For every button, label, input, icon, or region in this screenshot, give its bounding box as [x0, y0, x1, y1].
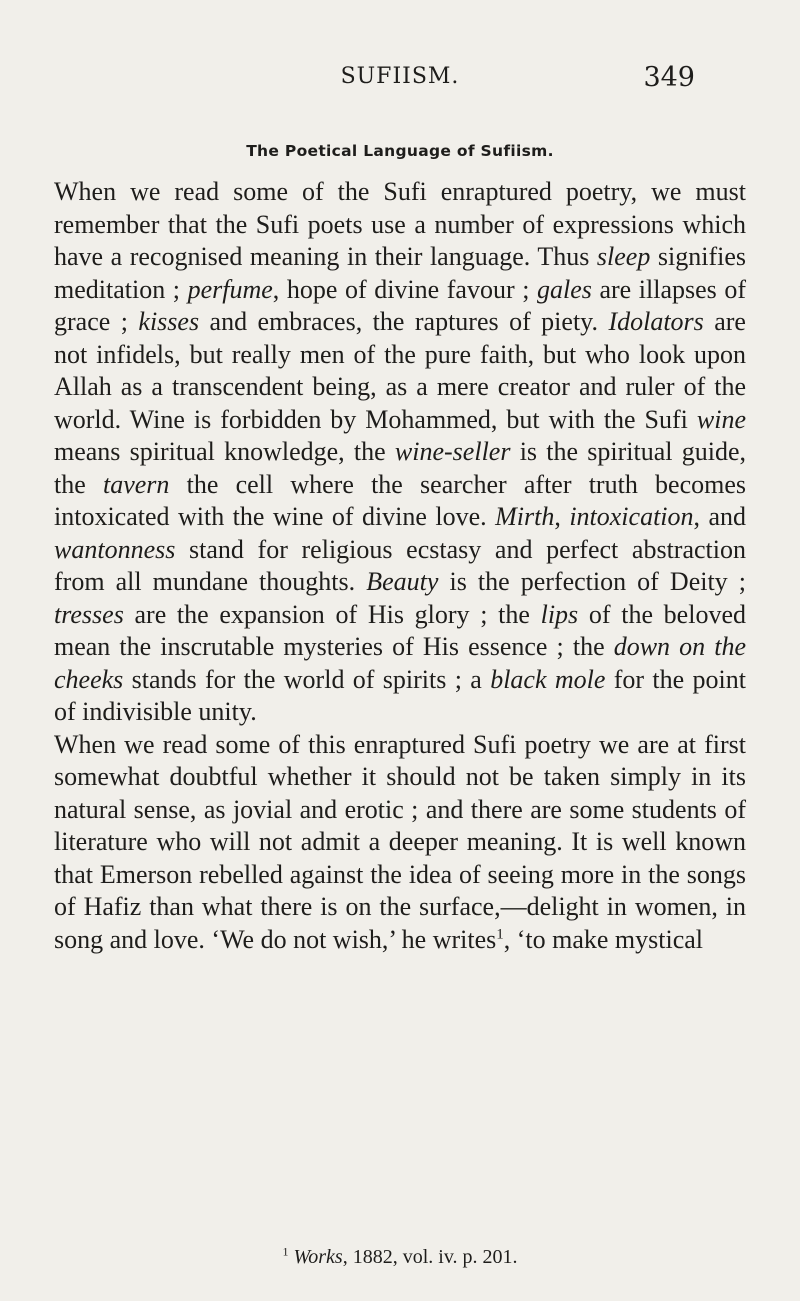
term-perfume: perfume: [187, 274, 273, 304]
term-tresses: tresses: [54, 599, 124, 629]
paragraph: [54, 729, 746, 957]
term-idolators: Idolators: [608, 307, 704, 336]
text-run: of the beloved mean the inscrutable mysteries of His essence ; the: [54, 599, 746, 661]
text-run: signifies meditation ;: [54, 242, 746, 304]
term-kisses: kisses: [138, 307, 200, 336]
footnote: [0, 1246, 800, 1269]
text-run: are illapses of grace ;: [54, 274, 747, 336]
text-run: means spiritual knowledge, the: [54, 437, 395, 466]
text-run: , and: [693, 502, 747, 531]
term-wantonness: wantonness: [54, 534, 176, 564]
term-beauty: Beauty: [366, 567, 439, 596]
footnote-citation: , 1882, vol. iv. p. 201.: [342, 1246, 518, 1268]
text-run: the cell where the searcher after truth becomes intoxicated with the wine of divine love.: [54, 469, 746, 531]
running-title: SUFIISM.: [340, 64, 460, 89]
term-intoxication: intoxication: [569, 502, 694, 531]
term-mirth: Mirth: [495, 502, 555, 531]
page-number: 349: [643, 62, 695, 93]
term-gales: gales: [537, 274, 592, 304]
text-run: are not infidels, but really men of the pure faith, but who look upon Allah as a transcendent being, as a mere creator and ruler of the world. Wine is forbidden by Mohammed, but with the Sufi: [54, 307, 746, 434]
term-tavern: tavern: [102, 469, 170, 499]
text-run: ,: [554, 502, 570, 531]
text-run: is the perfection of Deity ;: [438, 567, 746, 596]
text-run: When we read some of the Sufi enraptured poetry, we must remember that the Sufi poets use a number of expressions which have a recognised meaning in their language. Thus: [54, 177, 746, 271]
term-sleep: sleep: [596, 242, 651, 271]
term-down-on-the-cheeks: down on the cheeks: [54, 632, 746, 694]
text-run: stand for religious ecstasy and perfect abstraction from all mundane thoughts.: [54, 534, 746, 596]
text-run: stands for the world of spirits ; a: [123, 664, 491, 694]
section-title: The Poetical Language of Sufiism.: [246, 142, 554, 160]
term-wine-seller: wine-seller: [394, 437, 511, 466]
running-head: [0, 62, 800, 102]
text-run: , hope of divine favour ;: [272, 274, 537, 304]
term-lips: lips: [540, 599, 579, 629]
body-text: [54, 176, 746, 956]
footnote-marker: 1: [282, 1244, 289, 1259]
text-run: , ‘to make mystical: [503, 924, 704, 954]
footnote-reference: 1: [496, 925, 504, 942]
text-run: When we read some of this enraptured Sufi poetry we are at first somewhat doubtful whether it should not be taken simply in its natural sense, as jovial and erotic ; and there are some students of literature who will not admit a deeper meaning. It is well known that Emerson rebelled against the idea of seeing more in the songs of Hafiz than what there is on the surface,—delight in women, in song and love. ‘We do not wish,’ he writes: [54, 729, 746, 954]
term-wine: wine: [696, 404, 746, 434]
text-run: are the expansion of His glory ; the: [123, 599, 541, 629]
text-run: is the spiritual guide, the: [54, 437, 746, 499]
paragraph: [54, 176, 746, 729]
term-black-mole: black mole: [490, 664, 606, 694]
footnote-work-title: Works: [293, 1246, 343, 1268]
text-run: for the point of indivisible unity.: [54, 664, 746, 726]
text-run: and embraces, the raptures of piety.: [199, 307, 609, 336]
